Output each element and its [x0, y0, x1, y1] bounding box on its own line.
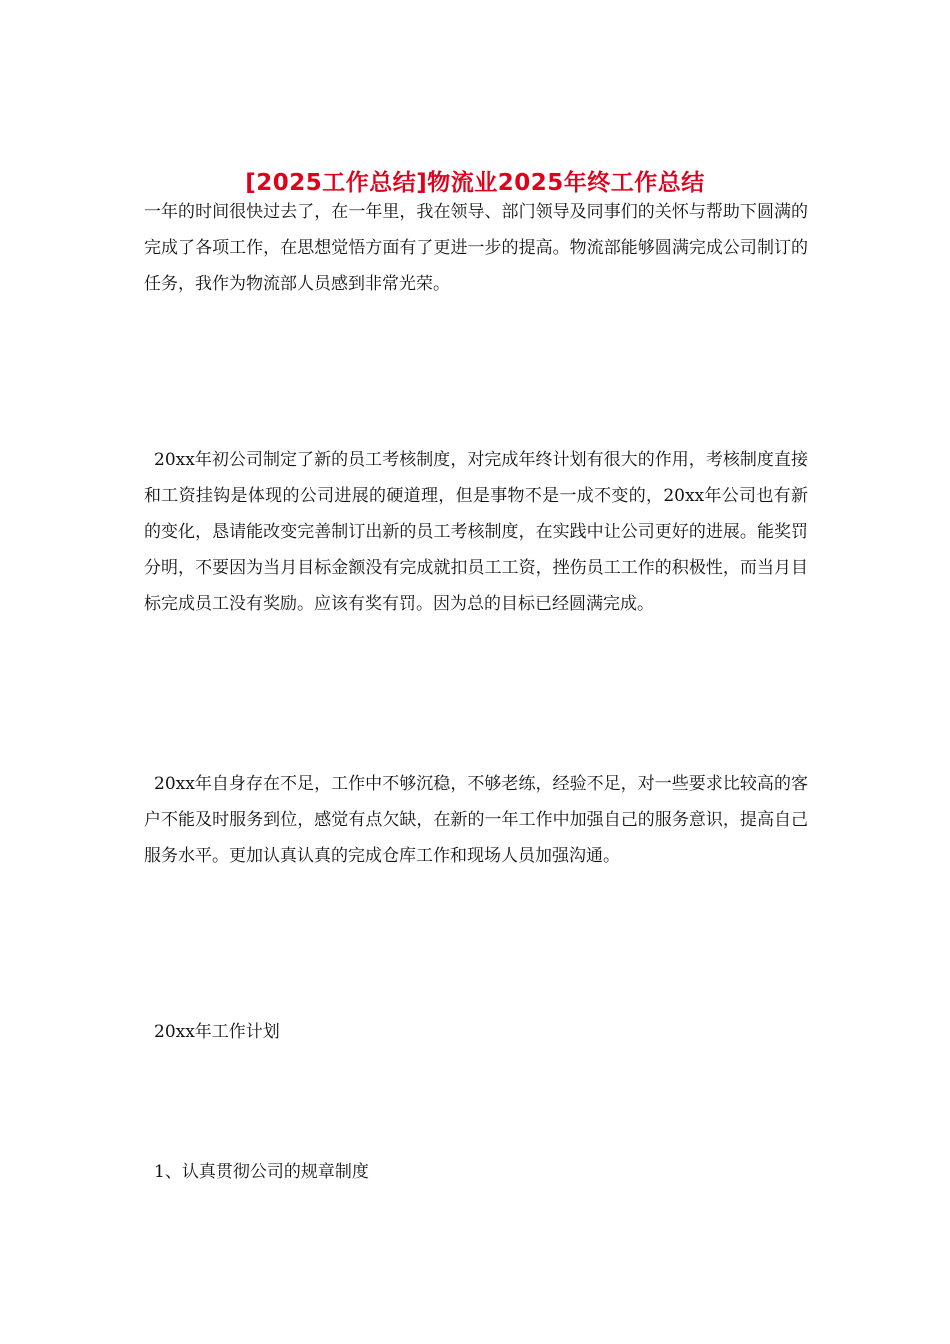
- paragraph-shortcomings: 20xx年自身存在不足，工作中不够沉稳，不够老练，经验不足，对一些要求比较高的客户不能及时服务到位，感觉有点欠缺，在新的一年工作中加强自己的服务意识，提高自己服务水平。更加认真认真的完成仓库工作和现场人员加强沟通。: [144, 774, 808, 866]
- list-item-plan-1: 1、认真贯彻公司的规章制度: [154, 1162, 369, 1182]
- paragraph-intro: 一年的时间很快过去了，在一年里，我在领导、部门领导及同事们的关怀与帮助下圆满的完成了各项工作，在思想觉悟方面有了更进一步的提高。物流部能够圆满完成公司制订的任务，我作为物流部人员感到非常光荣。: [144, 202, 808, 294]
- paragraph-assessment-system: 20xx年初公司制定了新的员工考核制度，对完成年终计划有很大的作用，考核制度直接和工资挂钩是体现的公司进展的硬道理，但是事物不是一成不变的，20xx年公司也有新的变化，恳请能改变完善制订出新的员工考核制度，在实践中让公司更好的进展。能奖罚分明，不要因为当月目标金额没有完成就扣员工工资，挫伤员工工作的积极性，而当月目标完成员工没有奖励。应该有奖有罚。因为总的目标已经圆满完成。: [144, 450, 808, 614]
- document-title: [2025工作总结]物流业2025年终工作总结: [245, 170, 705, 197]
- section-heading-work-plan: 20xx年工作计划: [154, 1022, 280, 1042]
